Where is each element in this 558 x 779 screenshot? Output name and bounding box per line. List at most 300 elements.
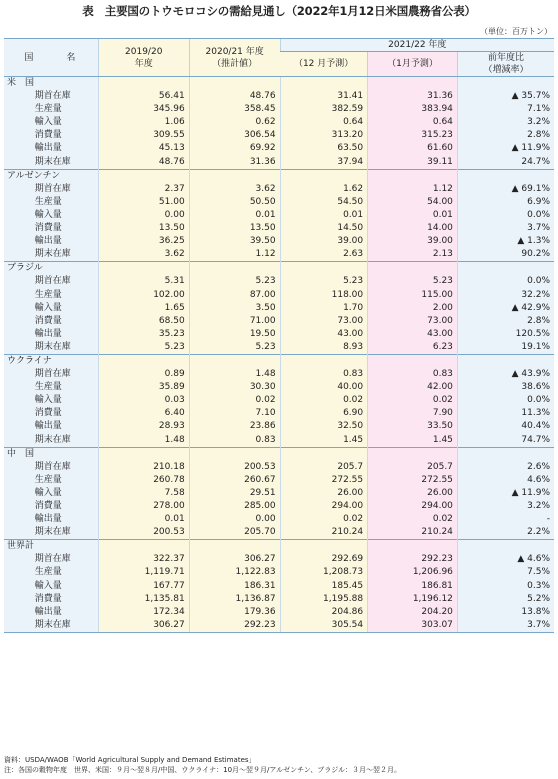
country-name: ブラジル <box>4 262 98 276</box>
value-2019: 1.48 <box>98 434 189 448</box>
value-jan-forecast: 39.00 <box>368 235 458 248</box>
country-row <box>4 77 554 91</box>
indent-cell <box>4 103 29 116</box>
value-2020: 260.67 <box>189 474 280 487</box>
table-row <box>4 593 554 606</box>
country-row <box>4 447 554 461</box>
value-dec-forecast: 43.00 <box>280 328 368 341</box>
value-dec-forecast: 0.64 <box>280 116 368 129</box>
value-2020: 285.00 <box>189 500 280 513</box>
item-label: 消費量 <box>29 500 99 513</box>
season-note: 注：各国の穀物年度 世界、米国：９月～翌８月/中国、ウクライナ：10月～翌９月/アルゼンチン、ブラジル：３月～翌２月。 <box>4 766 402 774</box>
indent-cell <box>4 156 29 170</box>
table-row <box>4 289 554 302</box>
value-change: 11.3% <box>457 407 554 420</box>
indent-cell <box>4 593 29 606</box>
indent-cell <box>4 129 29 142</box>
value-change: 2.8% <box>457 129 554 142</box>
value-dec-forecast: 63.50 <box>280 142 368 155</box>
empty-cell <box>368 447 458 461</box>
value-dec-forecast: 292.69 <box>280 553 368 566</box>
table-row <box>4 248 554 262</box>
table-row <box>4 461 554 474</box>
supply-demand-table <box>4 38 554 633</box>
value-2019: 1,119.71 <box>98 566 189 579</box>
value-jan-forecast: 0.02 <box>368 513 458 526</box>
value-jan-forecast: 33.50 <box>368 420 458 433</box>
empty-cell <box>189 169 280 183</box>
indent-cell <box>4 566 29 579</box>
item-label: 期首在庫 <box>29 553 99 566</box>
value-dec-forecast: 31.41 <box>280 90 368 103</box>
item-label: 生産量 <box>29 381 99 394</box>
table-row <box>4 394 554 407</box>
value-2019: 322.37 <box>98 553 189 566</box>
value-2019: 56.41 <box>98 90 189 103</box>
value-jan-forecast: 6.23 <box>368 341 458 355</box>
value-2019: 210.18 <box>98 461 189 474</box>
value-dec-forecast: 272.55 <box>280 474 368 487</box>
value-dec-forecast: 0.01 <box>280 209 368 222</box>
value-dec-forecast: 205.7 <box>280 461 368 474</box>
indent-cell <box>4 289 29 302</box>
country-name: ウクライナ <box>4 354 98 368</box>
empty-cell <box>98 540 189 554</box>
indent-cell <box>4 474 29 487</box>
value-2020: 39.50 <box>189 235 280 248</box>
item-label: 消費量 <box>29 593 99 606</box>
table-row <box>4 580 554 593</box>
table-row <box>4 103 554 116</box>
value-dec-forecast: 73.00 <box>280 315 368 328</box>
item-label: 輸出量 <box>29 606 99 619</box>
value-change: 0.0% <box>457 275 554 288</box>
indent-cell <box>4 196 29 209</box>
item-label: 期末在庫 <box>29 156 99 170</box>
empty-cell <box>457 447 554 461</box>
indent-cell <box>4 619 29 633</box>
indent-cell <box>4 328 29 341</box>
indent-cell <box>4 368 29 381</box>
empty-cell <box>189 540 280 554</box>
value-2020: 3.62 <box>189 183 280 196</box>
value-change: 6.9% <box>457 196 554 209</box>
item-label: 生産量 <box>29 289 99 302</box>
empty-cell <box>457 354 554 368</box>
source-note: 資料：USDA/WAOB「World Agricultural Supply and Demand Estimates」 <box>4 756 256 764</box>
value-change: ▲ 11.9% <box>457 487 554 500</box>
value-2019: 309.55 <box>98 129 189 142</box>
table-row <box>4 90 554 103</box>
value-dec-forecast: 37.94 <box>280 156 368 170</box>
value-change: 3.2% <box>457 116 554 129</box>
value-change: 19.1% <box>457 341 554 355</box>
table-row <box>4 513 554 526</box>
indent-cell <box>4 461 29 474</box>
value-change: ▲ 4.6% <box>457 553 554 566</box>
item-label: 期首在庫 <box>29 461 99 474</box>
value-2020: 358.45 <box>189 103 280 116</box>
empty-cell <box>280 354 368 368</box>
item-label: 消費量 <box>29 129 99 142</box>
empty-cell <box>280 447 368 461</box>
country-name: アルゼンチン <box>4 169 98 183</box>
value-jan-forecast: 1,206.96 <box>368 566 458 579</box>
value-dec-forecast: 2.63 <box>280 248 368 262</box>
value-jan-forecast: 0.83 <box>368 368 458 381</box>
item-label: 期首在庫 <box>29 275 99 288</box>
value-dec-forecast: 0.83 <box>280 368 368 381</box>
value-jan-forecast: 54.00 <box>368 196 458 209</box>
item-label: 期末在庫 <box>29 434 99 448</box>
value-jan-forecast: 383.94 <box>368 103 458 116</box>
country-row <box>4 540 554 554</box>
header-2020: 2020/21 年度 （推計値） <box>189 39 280 77</box>
table-row <box>4 235 554 248</box>
value-dec-forecast: 14.50 <box>280 222 368 235</box>
value-change: ▲ 43.9% <box>457 368 554 381</box>
empty-cell <box>280 262 368 276</box>
value-change: 7.1% <box>457 103 554 116</box>
value-2019: 172.34 <box>98 606 189 619</box>
value-dec-forecast: 6.90 <box>280 407 368 420</box>
value-change: 5.2% <box>457 593 554 606</box>
value-2019: 13.50 <box>98 222 189 235</box>
table-row <box>4 142 554 155</box>
value-2019: 36.25 <box>98 235 189 248</box>
value-dec-forecast: 5.23 <box>280 275 368 288</box>
value-dec-forecast: 204.86 <box>280 606 368 619</box>
indent-cell <box>4 434 29 448</box>
value-dec-forecast: 26.00 <box>280 487 368 500</box>
item-label: 輸出量 <box>29 142 99 155</box>
value-change: ▲ 35.7% <box>457 90 554 103</box>
value-jan-forecast: 0.01 <box>368 209 458 222</box>
value-change: 120.5% <box>457 328 554 341</box>
item-label: 輸出量 <box>29 235 99 248</box>
value-jan-forecast: 31.36 <box>368 90 458 103</box>
value-jan-forecast: 2.13 <box>368 248 458 262</box>
value-change: 40.4% <box>457 420 554 433</box>
value-2019: 0.01 <box>98 513 189 526</box>
value-change: 2.8% <box>457 315 554 328</box>
value-2020: 1.12 <box>189 248 280 262</box>
value-2020: 5.23 <box>189 341 280 355</box>
table-row <box>4 619 554 633</box>
value-change: 0.3% <box>457 580 554 593</box>
table-row <box>4 368 554 381</box>
value-change: ▲ 69.1% <box>457 183 554 196</box>
table-row <box>4 129 554 142</box>
country-row <box>4 262 554 276</box>
table-row <box>4 553 554 566</box>
value-2019: 0.03 <box>98 394 189 407</box>
indent-cell <box>4 222 29 235</box>
indent-cell <box>4 183 29 196</box>
country-name: 中 国 <box>4 447 98 461</box>
value-dec-forecast: 1.62 <box>280 183 368 196</box>
empty-cell <box>368 540 458 554</box>
table-row <box>4 341 554 355</box>
table-row <box>4 500 554 513</box>
value-jan-forecast: 26.00 <box>368 487 458 500</box>
value-2019: 1.06 <box>98 116 189 129</box>
table-row <box>4 487 554 500</box>
value-2020: 186.31 <box>189 580 280 593</box>
empty-cell <box>280 77 368 91</box>
country-name: 米 国 <box>4 77 98 91</box>
header-2021: 2021/22 年度 <box>280 39 554 52</box>
table-row <box>4 116 554 129</box>
empty-cell <box>98 169 189 183</box>
table-row <box>4 302 554 315</box>
indent-cell <box>4 487 29 500</box>
item-label: 輸入量 <box>29 394 99 407</box>
value-2019: 7.58 <box>98 487 189 500</box>
value-dec-forecast: 1.45 <box>280 434 368 448</box>
table-row <box>4 474 554 487</box>
item-label: 期首在庫 <box>29 90 99 103</box>
value-2020: 71.00 <box>189 315 280 328</box>
value-2020: 306.54 <box>189 129 280 142</box>
value-jan-forecast: 7.90 <box>368 407 458 420</box>
table-row <box>4 434 554 448</box>
value-2020: 29.51 <box>189 487 280 500</box>
value-2020: 1.48 <box>189 368 280 381</box>
header-country: 国 名 <box>4 39 98 77</box>
value-2020: 306.27 <box>189 553 280 566</box>
value-2019: 48.76 <box>98 156 189 170</box>
indent-cell <box>4 116 29 129</box>
indent-cell <box>4 248 29 262</box>
indent-cell <box>4 381 29 394</box>
value-jan-forecast: 315.23 <box>368 129 458 142</box>
item-label: 輸入量 <box>29 209 99 222</box>
country-row <box>4 169 554 183</box>
indent-cell <box>4 526 29 540</box>
indent-cell <box>4 580 29 593</box>
table-row <box>4 606 554 619</box>
empty-cell <box>457 77 554 91</box>
table-row <box>4 526 554 540</box>
indent-cell <box>4 553 29 566</box>
value-2019: 260.78 <box>98 474 189 487</box>
value-change: 74.7% <box>457 434 554 448</box>
empty-cell <box>280 169 368 183</box>
item-label: 消費量 <box>29 315 99 328</box>
empty-cell <box>98 77 189 91</box>
indent-cell <box>4 315 29 328</box>
value-2019: 167.77 <box>98 580 189 593</box>
empty-cell <box>457 169 554 183</box>
value-2019: 5.31 <box>98 275 189 288</box>
indent-cell <box>4 394 29 407</box>
value-change: ▲ 11.9% <box>457 142 554 155</box>
value-2019: 51.00 <box>98 196 189 209</box>
empty-cell <box>98 447 189 461</box>
value-2020: 7.10 <box>189 407 280 420</box>
table-row <box>4 222 554 235</box>
value-change: ▲ 1.3% <box>457 235 554 248</box>
value-dec-forecast: 313.20 <box>280 129 368 142</box>
empty-cell <box>457 262 554 276</box>
indent-cell <box>4 500 29 513</box>
value-dec-forecast: 39.00 <box>280 235 368 248</box>
item-label: 生産量 <box>29 474 99 487</box>
value-2020: 0.62 <box>189 116 280 129</box>
value-jan-forecast: 292.23 <box>368 553 458 566</box>
table-row <box>4 328 554 341</box>
value-change: 4.6% <box>457 474 554 487</box>
value-2020: 0.00 <box>189 513 280 526</box>
value-change: - <box>457 513 554 526</box>
value-change: 3.7% <box>457 222 554 235</box>
value-2020: 87.00 <box>189 289 280 302</box>
value-change: 90.2% <box>457 248 554 262</box>
indent-cell <box>4 407 29 420</box>
value-jan-forecast: 14.00 <box>368 222 458 235</box>
value-dec-forecast: 1,208.73 <box>280 566 368 579</box>
value-jan-forecast: 61.60 <box>368 142 458 155</box>
indent-cell <box>4 513 29 526</box>
value-change: 32.2% <box>457 289 554 302</box>
item-label: 期末在庫 <box>29 526 99 540</box>
value-2020: 30.30 <box>189 381 280 394</box>
empty-cell <box>368 169 458 183</box>
value-2019: 5.23 <box>98 341 189 355</box>
indent-cell <box>4 275 29 288</box>
empty-cell <box>368 262 458 276</box>
empty-cell <box>98 354 189 368</box>
value-2019: 2.37 <box>98 183 189 196</box>
indent-cell <box>4 142 29 155</box>
value-jan-forecast: 115.00 <box>368 289 458 302</box>
value-2019: 0.89 <box>98 368 189 381</box>
value-dec-forecast: 0.02 <box>280 394 368 407</box>
header-dec-forecast: （12 月予測） <box>280 52 368 77</box>
value-2019: 345.96 <box>98 103 189 116</box>
value-jan-forecast: 42.00 <box>368 381 458 394</box>
value-jan-forecast: 186.81 <box>368 580 458 593</box>
value-dec-forecast: 1,195.88 <box>280 593 368 606</box>
value-2019: 1.65 <box>98 302 189 315</box>
empty-cell <box>189 262 280 276</box>
table-row <box>4 381 554 394</box>
indent-cell <box>4 90 29 103</box>
value-2020: 3.50 <box>189 302 280 315</box>
empty-cell <box>457 540 554 554</box>
table-row <box>4 275 554 288</box>
value-2020: 205.70 <box>189 526 280 540</box>
item-label: 輸出量 <box>29 328 99 341</box>
empty-cell <box>189 354 280 368</box>
item-label: 期首在庫 <box>29 368 99 381</box>
value-dec-forecast: 40.00 <box>280 381 368 394</box>
value-change: 0.0% <box>457 209 554 222</box>
value-change: 24.7% <box>457 156 554 170</box>
value-dec-forecast: 305.54 <box>280 619 368 633</box>
value-dec-forecast: 54.50 <box>280 196 368 209</box>
value-2019: 200.53 <box>98 526 189 540</box>
value-2019: 278.00 <box>98 500 189 513</box>
value-2020: 19.50 <box>189 328 280 341</box>
notes <box>4 755 554 775</box>
value-2020: 50.50 <box>189 196 280 209</box>
value-2019: 0.00 <box>98 209 189 222</box>
value-2020: 13.50 <box>189 222 280 235</box>
value-jan-forecast: 0.64 <box>368 116 458 129</box>
value-jan-forecast: 303.07 <box>368 619 458 633</box>
value-2020: 179.36 <box>189 606 280 619</box>
indent-cell <box>4 209 29 222</box>
value-2019: 45.13 <box>98 142 189 155</box>
table-row <box>4 196 554 209</box>
value-jan-forecast: 39.11 <box>368 156 458 170</box>
value-2020: 0.83 <box>189 434 280 448</box>
value-2020: 23.86 <box>189 420 280 433</box>
item-label: 生産量 <box>29 103 99 116</box>
value-2020: 200.53 <box>189 461 280 474</box>
item-label: 輸出量 <box>29 513 99 526</box>
empty-cell <box>368 354 458 368</box>
value-jan-forecast: 272.55 <box>368 474 458 487</box>
empty-cell <box>368 77 458 91</box>
table-row <box>4 407 554 420</box>
table-body <box>4 77 554 633</box>
value-jan-forecast: 205.7 <box>368 461 458 474</box>
item-label: 輸出量 <box>29 420 99 433</box>
value-jan-forecast: 5.23 <box>368 275 458 288</box>
value-change: 13.8% <box>457 606 554 619</box>
value-dec-forecast: 0.02 <box>280 513 368 526</box>
value-2020: 1,122.83 <box>189 566 280 579</box>
value-change: 7.5% <box>457 566 554 579</box>
value-2019: 1,135.81 <box>98 593 189 606</box>
value-jan-forecast: 1,196.12 <box>368 593 458 606</box>
value-jan-forecast: 2.00 <box>368 302 458 315</box>
value-2020: 292.23 <box>189 619 280 633</box>
document-title: 表 主要国のトウモロコシの需給見通し（2022年1月12日米国農務省公表） <box>82 4 476 18</box>
item-label: 消費量 <box>29 222 99 235</box>
item-label: 期首在庫 <box>29 183 99 196</box>
header-change: 前年度比 （増減率） <box>457 52 554 77</box>
value-2020: 5.23 <box>189 275 280 288</box>
value-2020: 0.01 <box>189 209 280 222</box>
item-label: 輸入量 <box>29 580 99 593</box>
header-2019: 2019/20 年度 <box>98 39 189 77</box>
indent-cell <box>4 302 29 315</box>
value-2019: 6.40 <box>98 407 189 420</box>
value-dec-forecast: 210.24 <box>280 526 368 540</box>
value-dec-forecast: 294.00 <box>280 500 368 513</box>
table-row <box>4 183 554 196</box>
value-change: ▲ 42.9% <box>457 302 554 315</box>
table-row <box>4 420 554 433</box>
value-2019: 35.23 <box>98 328 189 341</box>
indent-cell <box>4 341 29 355</box>
item-label: 輸入量 <box>29 487 99 500</box>
value-jan-forecast: 73.00 <box>368 315 458 328</box>
value-dec-forecast: 118.00 <box>280 289 368 302</box>
item-label: 生産量 <box>29 566 99 579</box>
empty-cell <box>189 447 280 461</box>
country-row <box>4 354 554 368</box>
table-row <box>4 566 554 579</box>
header-jan-forecast: （1月予測） <box>368 52 458 77</box>
value-2019: 35.89 <box>98 381 189 394</box>
value-dec-forecast: 1.70 <box>280 302 368 315</box>
item-label: 期末在庫 <box>29 341 99 355</box>
